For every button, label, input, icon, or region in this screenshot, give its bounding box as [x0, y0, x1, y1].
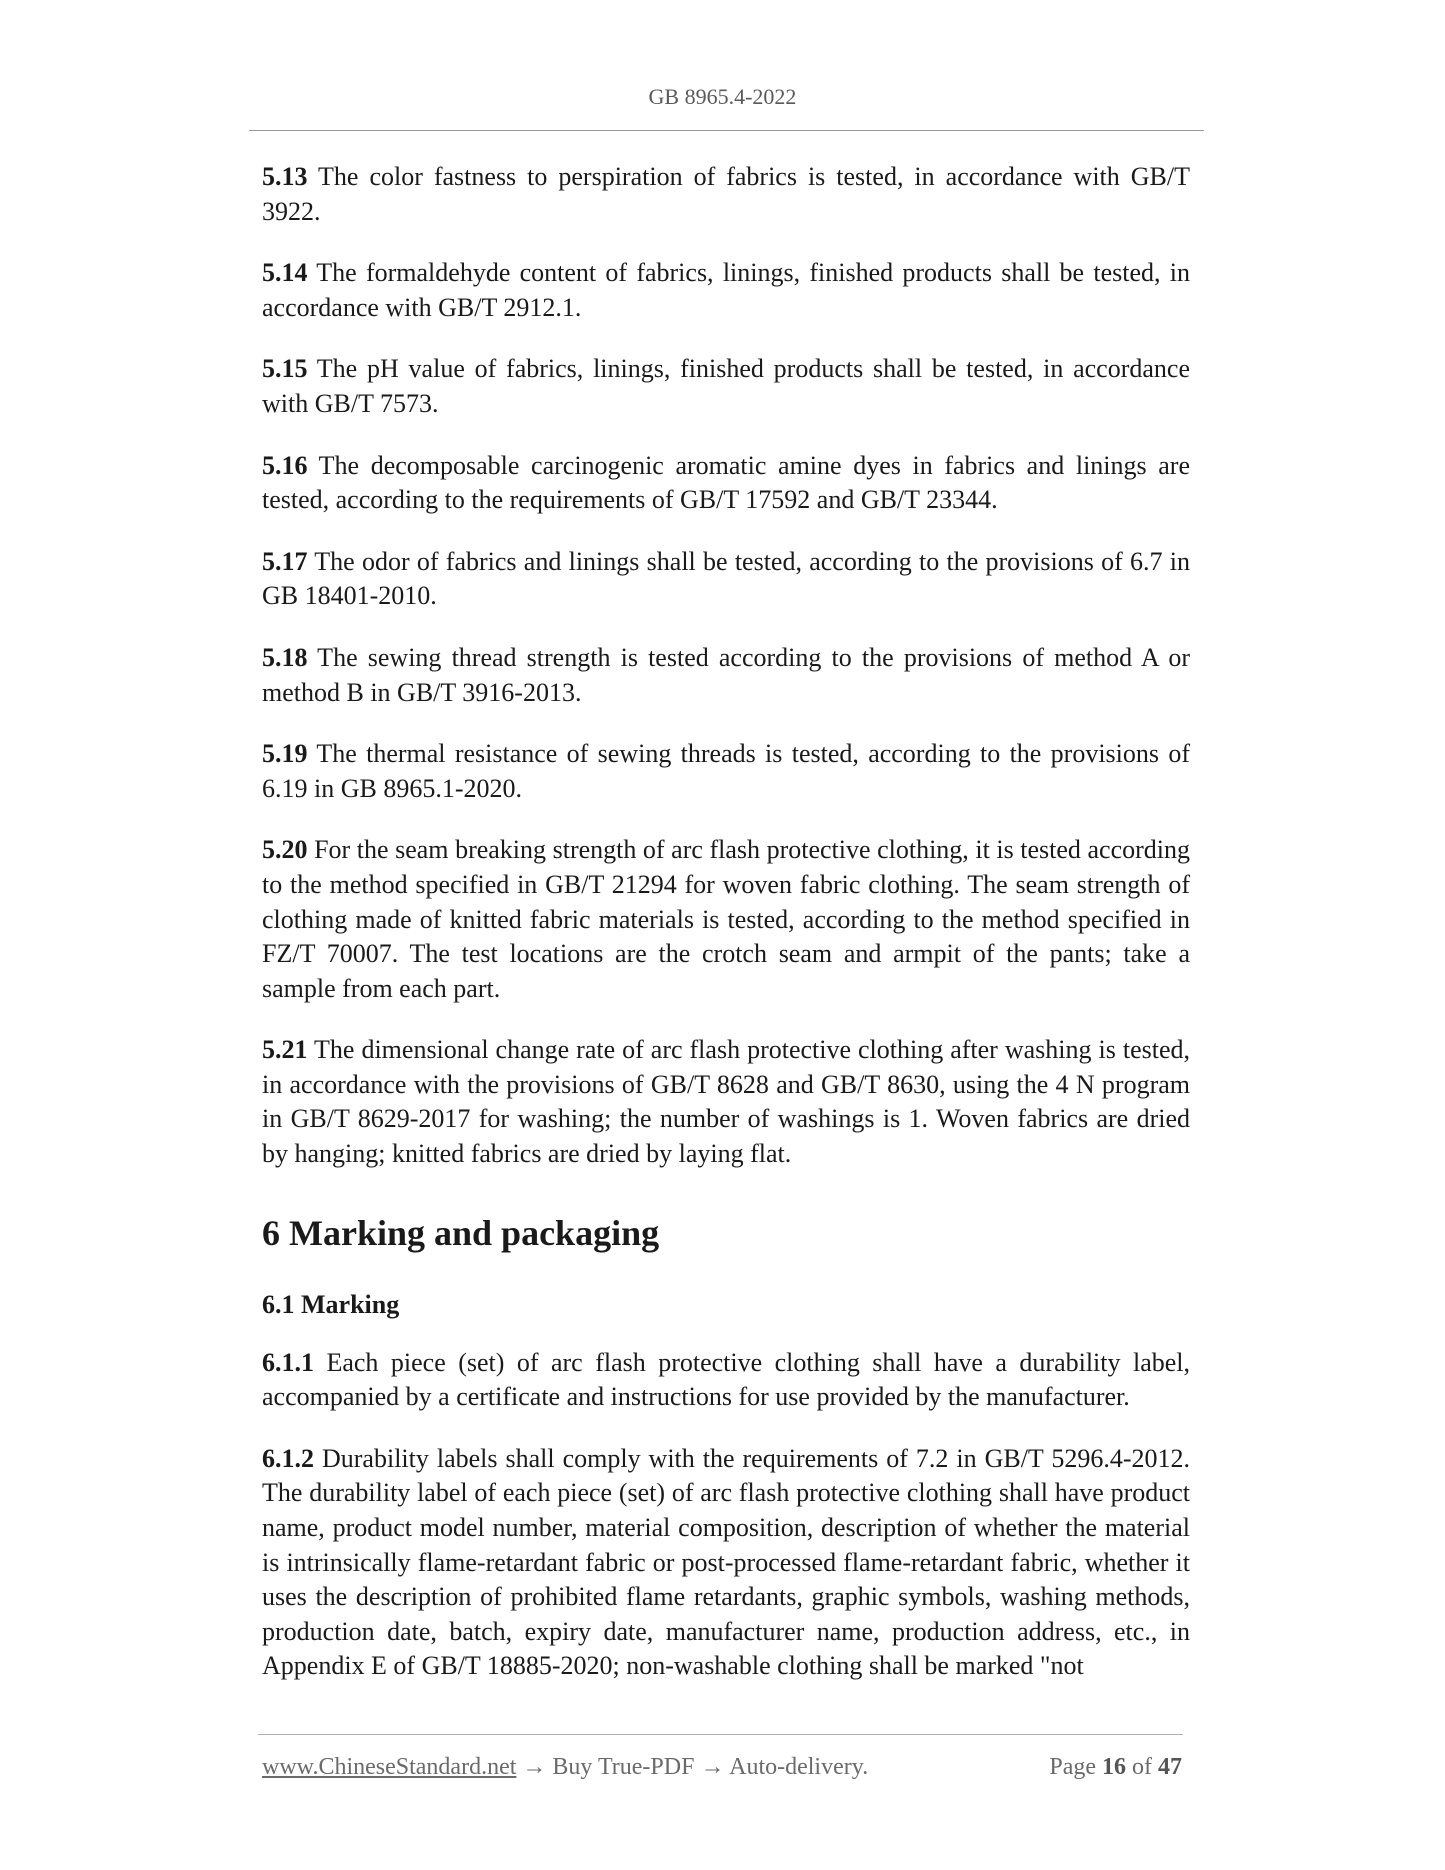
clause-text: The pH value of fabrics, linings, finished products shall be tested, in accordance with GB/T 7573. — [262, 354, 1190, 418]
document-header-title: GB 8965.4-2022 — [648, 84, 797, 109]
clause-number: 5.18 — [262, 642, 308, 672]
clause-number: 5.21 — [262, 1035, 308, 1065]
clause-text: The decomposable carcinogenic aromatic amine dyes in fabrics and linings are tested, according to the requirements of GB/T 17592 and GB/T 23344. — [262, 450, 1190, 515]
footer-promo-text: → Buy True-PDF → Auto-delivery. — [516, 1754, 869, 1780]
clause-5-19 — [262, 737, 1190, 806]
clause-text: Durability labels shall comply with the requirements of 7.2 in GB/T 5296.4-2012. The durability label of each piece (set) of arc flash protective clothing shall have product name, product model number, material composition, description of whether the material is intrinsically flame-retardant fabric or post-processed flame-retardant fabric, whether it uses the description of prohibited flame retardants, graphic symbols, washing methods, production date, batch, expiry date, manufacturer name, production address, etc., in Appendix E of GB/T 18885-2020; non-washable clothing shall be marked "not — [262, 1443, 1190, 1681]
document-body — [262, 160, 1190, 1711]
clause-number: 5.14 — [262, 258, 308, 288]
clause-number: 5.13 — [262, 162, 308, 191]
footer-promo — [262, 1754, 868, 1781]
clause-text: The dimensional change rate of arc flash protective clothing after washing is tested, in accordance with the provisions of GB/T 8628 and GB/T 8630, using the 4 N program in GB/T 8629-2017 for washing; the number of washings is 1. Woven fabrics are dried by hanging; knitted fabrics are dried by laying flat. — [262, 1035, 1190, 1169]
clause-5-20 — [262, 833, 1190, 1006]
clause-6-1-1 — [262, 1346, 1190, 1415]
clause-text: The formaldehyde content of fabrics, linings, finished products shall be tested, in accordance with GB/T 2912.1. — [262, 258, 1190, 322]
page-of-label: of — [1132, 1754, 1152, 1780]
subsection-heading: 6.1 Marking — [262, 1289, 400, 1319]
section-heading: 6 Marking and packaging — [262, 1212, 660, 1253]
clause-text: Each piece (set) of arc flash protective clothing shall have a durability label, accompanied by a certificate and instructions for use provided by the manufacturer. — [262, 1347, 1190, 1412]
footer-divider — [258, 1734, 1183, 1735]
website-link[interactable]: www.ChineseStandard.net — [262, 1754, 517, 1780]
clause-text: For the seam breaking strength of arc flash protective clothing, it is tested according to the method specified in GB/T 21294 for woven fabric clothing. The seam strength of clothing made of knitted fabric materials is tested, according to the method specified in FZ/T 70007. The test locations are the crotch seam and armpit of the pants; take a sample from each part. — [262, 835, 1190, 1003]
clause-5-14 — [262, 256, 1190, 325]
page-label: Page — [1049, 1754, 1096, 1780]
clause-5-16 — [262, 449, 1190, 518]
clause-number: 6.1.1 — [262, 1347, 314, 1377]
clause-text: The sewing thread strength is tested according to the provisions of method A or method B in GB/T 3916-2013. — [262, 642, 1190, 707]
page-number — [1049, 1754, 1182, 1781]
clause-5-13 — [262, 160, 1190, 229]
clause-5-18 — [262, 641, 1190, 710]
clause-number: 6.1.2 — [262, 1443, 314, 1473]
header-divider — [249, 130, 1204, 131]
clause-text: The thermal resistance of sewing threads is tested, according to the provisions of 6.19 in GB 8965.1-2020. — [262, 739, 1190, 803]
clause-number: 5.16 — [262, 450, 308, 480]
clause-number: 5.17 — [262, 546, 308, 576]
clause-6-1-2 — [262, 1442, 1190, 1684]
clause-5-21 — [262, 1033, 1190, 1171]
clause-text: The color fastness to perspiration of fabrics is tested, in accordance with GB/T 3922. — [262, 162, 1190, 226]
clause-text: The odor of fabrics and linings shall be tested, according to the provisions of 6.7 in GB 18401-2010. — [262, 546, 1190, 611]
clause-5-17 — [262, 545, 1190, 614]
clause-5-15 — [262, 352, 1190, 421]
clause-number: 5.19 — [262, 739, 308, 769]
page-total: 47 — [1158, 1754, 1182, 1780]
clause-number: 5.15 — [262, 354, 308, 384]
page-current: 16 — [1102, 1754, 1126, 1780]
clause-number: 5.20 — [262, 835, 308, 865]
